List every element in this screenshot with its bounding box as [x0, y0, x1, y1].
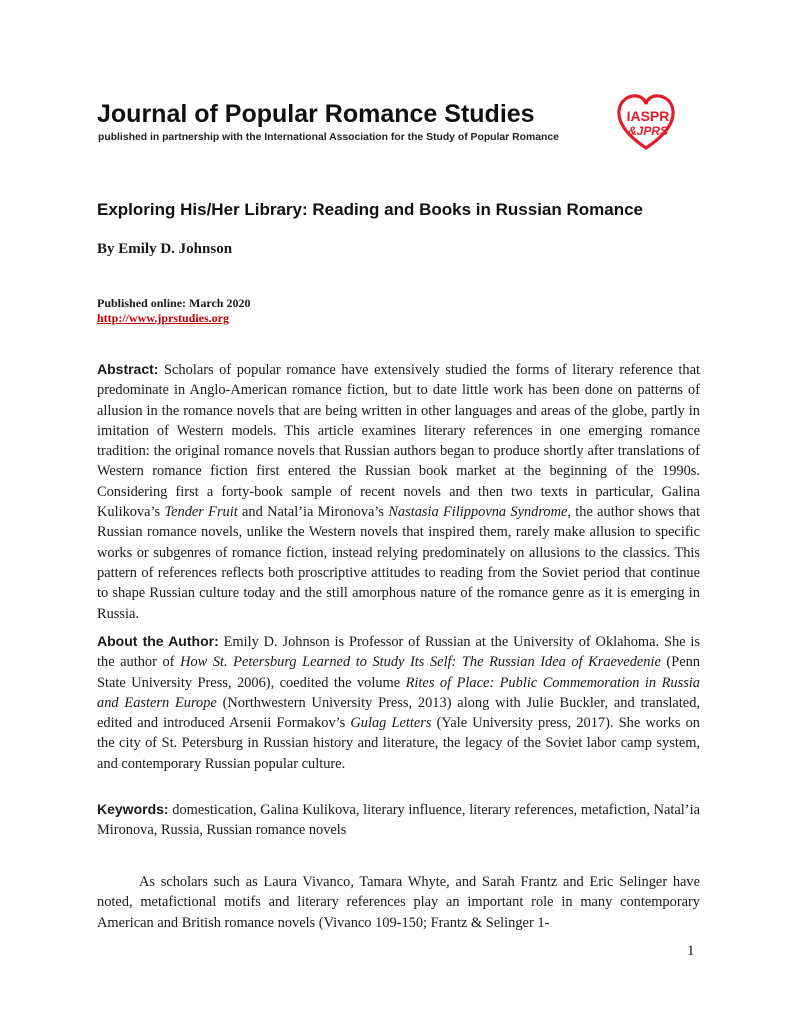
- journal-subtitle: published in partnership with the International Association for the Study of Popular Romance: [98, 132, 559, 143]
- abstract-paragraph: [97, 359, 700, 624]
- about-author-text: (Penn State University Press, 2006), coedited the volume: [97, 654, 701, 691]
- logo-text-jprs: &JPRS: [627, 124, 668, 138]
- author-byline: By Emily D. Johnson: [97, 241, 233, 257]
- abstract-italic-title: Tender Fruit: [164, 504, 238, 521]
- abstract-text: , the author shows that Russian romance novels, unlike the Western novels that inspired them, rarely make allusion to specific works or subgenres of romance fiction, instead relying predominately on allusions to the classics. This pattern of references reflects both proscriptive attitudes to reading from the Soviet period that continue to shape Russian culture today and the still amorphous nature of the romance genre as it is emerging in Russia.: [97, 504, 700, 622]
- article-title: Exploring His/Her Library: Reading and Books in Russian Romance: [97, 200, 644, 219]
- abstract-label: Abstract:: [97, 361, 159, 377]
- journal-website-link[interactable]: http://www.jprstudies.org: [97, 311, 230, 325]
- abstract-text: Scholars of popular romance have extensively studied the forms of literary reference that predominate in Anglo-American romance fiction, but to date little work has been done on patterns of allusion in the romance novels that are being written in other languages and areas of the globe, partly in imitation of Western models. This article examines literary references in one emerging romance tradition: the original romance novels that Russian authors began to produce shortly after translations of Western romance fiction first entered the Russian book market at the beginning of the 1990s. Considering first a forty-book sample of recent novels and then two texts in particular, Galina Kulikova’s: [97, 362, 700, 521]
- about-author-text: (Northwestern University Press, 2013) along with Julie Buckler, and translated, edited and introduced Arsenii Formakov’s: [97, 694, 700, 732]
- about-author-text: (Yale University press, 2017). She works on the city of St. Petersburg in Russian history and literature, the legacy of the Soviet labor camp system, and contemporary Russian popular culture.: [97, 715, 701, 772]
- logo-text-iaspr: IASPR: [626, 108, 670, 124]
- iaspr-logo: [615, 92, 677, 154]
- about-author-label: About the Author:: [97, 633, 219, 649]
- keywords-paragraph: [97, 799, 700, 841]
- abstract-text: and Natal’ia Mironova’s: [237, 504, 389, 521]
- journal-title: Journal of Popular Romance Studies: [97, 100, 535, 128]
- about-author-text: Emily D. Johnson is Professor of Russian at the University of Oklahoma. She is the author of: [97, 634, 700, 671]
- abstract-italic-title: Nastasia Filippovna Syndrome: [388, 504, 568, 521]
- book-title: Gulag Letters: [350, 715, 432, 732]
- body-paragraph: As scholars such as Laura Vivanco, Tamara Whyte, and Sarah Frantz and Eric Selinger have noted, metafictional motifs and literary references play an important role in many contemporary American and British romance novels (Vivanco 109-150; Frantz & Selinger 1-: [97, 874, 700, 931]
- publication-date: Published online: March 2020: [97, 296, 251, 310]
- book-title: Rites of Place: Public Commemoration in Russia and Eastern Europe: [97, 674, 700, 711]
- book-title: How St. Petersburg Learned to Study Its Self: The Russian Idea of Kraevedenie: [180, 654, 661, 671]
- keywords-label: Keywords:: [97, 801, 169, 817]
- page-number: 1: [687, 943, 695, 959]
- keywords-text: domestication, Galina Kulikova, literary influence, literary references, metafiction, Natal’ia Mironova, Russia, Russian romance novels: [97, 802, 700, 839]
- about-author-paragraph: [97, 631, 700, 774]
